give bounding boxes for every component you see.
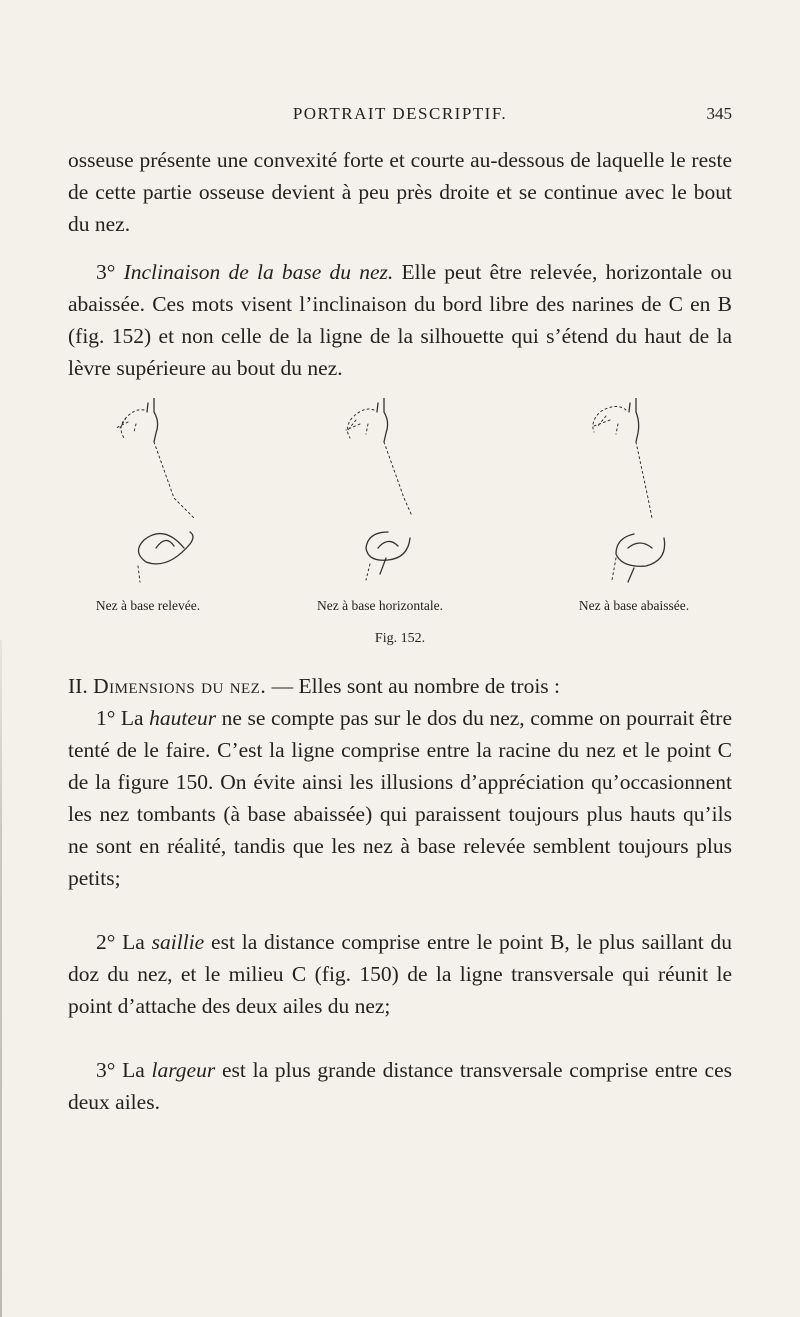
paragraph-hauteur — [68, 702, 732, 894]
paragraph-dimensions — [68, 670, 732, 702]
paragraph-saillie-text: est la distance comprise entre le point B, le plus saillant du doz du nez, et le milieu C (fig. 150) de la ligne transversale qui réunit le point d’attache des deux ailes du nez; — [68, 930, 732, 1018]
paragraph-1-text: osseuse présente une convexité forte et courte au-dessous de laquelle le reste de cette partie osseuse devient à peu près droite et se continue avec le bout du nez. — [68, 148, 732, 236]
running-title: PORTRAIT DESCRIPTIF. — [292, 104, 508, 123]
section-number: 3° — [96, 260, 124, 284]
section-heading-dimensions: Dimensions du nez. — [93, 674, 267, 698]
section-heading-inclinaison: Inclinaison de la base du nez. — [123, 260, 394, 284]
paragraph-saillie — [68, 926, 732, 1022]
figure-label-raised: Nez à base relevée. — [95, 598, 201, 613]
nose-profiles-drawing — [68, 398, 732, 598]
paragraph-1 — [68, 144, 732, 240]
paragraph-hauteur-text: ne se compte pas sur le dos du nez, comme on pourrait être tenté de le faire. C’est la ligne comprise entre la racine du nez et le point C de la figure 150. On évite ainsi les illusions d’appréciation qu’occasionnent les nez tombants (à base abaissée) qui paraissent toujours plus hauts qu’ils ne sont en réalité, tandis que les nez à base relevée semblent toujours plus petits; — [68, 706, 733, 890]
page-number: 345 — [706, 104, 732, 123]
paragraph-inclinaison-text: Elle peut être relevée, horizontale ou abaissée. Ces mots visent l’inclinaison du bord libre des narines de C en B (fig. 152) et non celle de la ligne de la silhouette qui s’étend du haut de la lèvre supérieure au bout du nez. — [68, 260, 732, 380]
nose-profile-raised — [116, 398, 194, 582]
nose-profile-horizontal — [346, 398, 412, 580]
paragraph-largeur — [68, 1054, 732, 1118]
page-edge-shadow — [0, 640, 2, 1317]
figure-label-lowered: Nez à base abaissée. — [578, 598, 690, 613]
paragraph-dimensions-text: — Elles sont au nombre de trois : — [266, 674, 561, 698]
paragraph-largeur-text: est la plus grande distance transversale comprise entre ces deux ailes. — [68, 1058, 732, 1114]
figure-caption: Fig. 152. — [374, 631, 426, 646]
figure-label-horizontal: Nez à base horizontale. — [317, 598, 443, 613]
section-number: II. — [68, 674, 94, 698]
term-hauteur: hauteur — [149, 706, 217, 730]
paragraph-inclinaison — [68, 256, 732, 384]
page-header — [68, 104, 732, 130]
item-number: 1° La — [96, 706, 150, 730]
figure-152 — [68, 398, 732, 660]
item-number: 3° La — [96, 1058, 152, 1082]
term-largeur: largeur — [151, 1058, 216, 1082]
item-number: 2° La — [96, 930, 152, 954]
nose-profile-lowered — [593, 398, 665, 582]
term-saillie: saillie — [151, 930, 205, 954]
